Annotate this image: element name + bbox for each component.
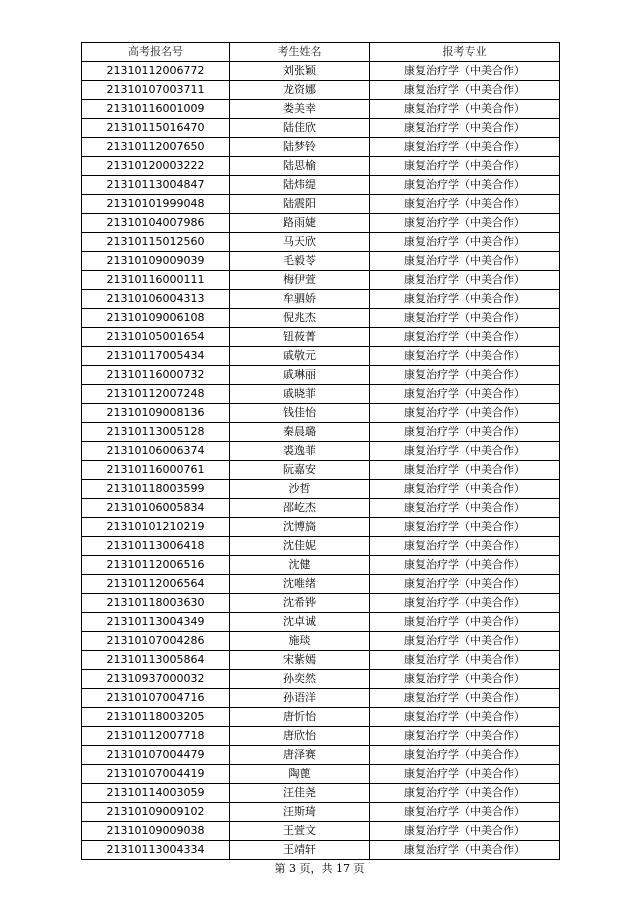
header-major: 报考专业 (370, 43, 560, 62)
major-cell: 康复治疗学（中美合作） (370, 632, 560, 651)
page-number-footer: 第 3 页，共 17 页 (274, 862, 365, 875)
student-name-cell: 戚琳丽 (230, 366, 370, 385)
student-name-cell: 沈希铧 (230, 594, 370, 613)
major-cell: 康复治疗学（中美合作） (370, 803, 560, 822)
registration-number-cell: 21310104007986 (82, 214, 230, 233)
student-name-cell: 沙哲 (230, 480, 370, 499)
major-cell: 康复治疗学（中美合作） (370, 518, 560, 537)
admission-table (81, 42, 560, 860)
major-cell: 康复治疗学（中美合作） (370, 537, 560, 556)
registration-number-cell: 21310112007248 (82, 385, 230, 404)
student-name-cell: 孙奕然 (230, 670, 370, 689)
major-cell: 康复治疗学（中美合作） (370, 613, 560, 632)
table-row (82, 309, 560, 328)
student-name-cell: 沈博旖 (230, 518, 370, 537)
table-row (82, 461, 560, 480)
table-row (82, 195, 560, 214)
student-name-cell: 陆炜缇 (230, 176, 370, 195)
major-cell: 康复治疗学（中美合作） (370, 556, 560, 575)
student-name-cell: 钱佳怡 (230, 404, 370, 423)
student-name-cell: 陆思榆 (230, 157, 370, 176)
registration-number-cell: 21310113005864 (82, 651, 230, 670)
registration-number-cell: 21310116000732 (82, 366, 230, 385)
major-cell: 康复治疗学（中美合作） (370, 214, 560, 233)
major-cell: 康复治疗学（中美合作） (370, 651, 560, 670)
student-name-cell: 戚晓菲 (230, 385, 370, 404)
table-row (82, 708, 560, 727)
major-cell: 康复治疗学（中美合作） (370, 81, 560, 100)
student-name-cell: 牟驷娇 (230, 290, 370, 309)
major-cell: 康复治疗学（中美合作） (370, 233, 560, 252)
major-cell: 康复治疗学（中美合作） (370, 727, 560, 746)
registration-number-cell: 21310115016470 (82, 119, 230, 138)
major-cell: 康复治疗学（中美合作） (370, 328, 560, 347)
student-name-cell: 唐泽赛 (230, 746, 370, 765)
registration-number-cell: 21310112007718 (82, 727, 230, 746)
table-row (82, 556, 560, 575)
table-row (82, 442, 560, 461)
student-name-cell: 陶蓖 (230, 765, 370, 784)
registration-number-cell: 21310115012560 (82, 233, 230, 252)
table-row (82, 822, 560, 841)
table-row (82, 233, 560, 252)
student-name-cell: 路雨婕 (230, 214, 370, 233)
student-name-cell: 裘逸菲 (230, 442, 370, 461)
major-cell: 康复治疗学（中美合作） (370, 480, 560, 499)
table-row (82, 480, 560, 499)
table-row (82, 404, 560, 423)
table-row (82, 613, 560, 632)
registration-number-cell: 21310109006108 (82, 309, 230, 328)
major-cell: 康复治疗学（中美合作） (370, 366, 560, 385)
student-name-cell: 邵屹杰 (230, 499, 370, 518)
student-name-cell: 唐欣怡 (230, 727, 370, 746)
registration-number-cell: 21310112007650 (82, 138, 230, 157)
table-row (82, 537, 560, 556)
registration-number-cell: 21310105001654 (82, 328, 230, 347)
registration-number-cell: 21310112006772 (82, 62, 230, 81)
major-cell: 康复治疗学（中美合作） (370, 271, 560, 290)
student-name-cell: 沈卓诚 (230, 613, 370, 632)
registration-number-cell: 21310112006516 (82, 556, 230, 575)
registration-number-cell: 21310101999048 (82, 195, 230, 214)
student-name-cell: 陆佳欣 (230, 119, 370, 138)
major-cell: 康复治疗学（中美合作） (370, 347, 560, 366)
registration-number-cell: 21310116001009 (82, 100, 230, 119)
student-name-cell: 陆梦铃 (230, 138, 370, 157)
registration-number-cell: 21310107004716 (82, 689, 230, 708)
registration-number-cell: 21310113004847 (82, 176, 230, 195)
registration-number-cell: 21310107004419 (82, 765, 230, 784)
registration-number-cell: 21310937000032 (82, 670, 230, 689)
table-row (82, 518, 560, 537)
registration-number-cell: 21310117005434 (82, 347, 230, 366)
student-name-cell: 施琰 (230, 632, 370, 651)
major-cell: 康复治疗学（中美合作） (370, 499, 560, 518)
registration-number-cell: 21310109009102 (82, 803, 230, 822)
table-row (82, 423, 560, 442)
table-row (82, 784, 560, 803)
major-cell: 康复治疗学（中美合作） (370, 385, 560, 404)
table-row (82, 499, 560, 518)
student-name-cell: 梅伊萱 (230, 271, 370, 290)
table-row (82, 765, 560, 784)
registration-number-cell: 21310113004334 (82, 841, 230, 860)
table-row (82, 214, 560, 233)
table-row (82, 100, 560, 119)
table-row (82, 803, 560, 822)
header-registration-number: 高考报名号 (82, 43, 230, 62)
header-student-name: 考生姓名 (230, 43, 370, 62)
registration-number-cell: 21310120003222 (82, 157, 230, 176)
table-row (82, 594, 560, 613)
student-name-cell: 马天欣 (230, 233, 370, 252)
major-cell: 康复治疗学（中美合作） (370, 157, 560, 176)
table-row (82, 670, 560, 689)
table-row (82, 290, 560, 309)
major-cell: 康复治疗学（中美合作） (370, 765, 560, 784)
student-name-cell: 汪佳尧 (230, 784, 370, 803)
registration-number-cell: 21310106004313 (82, 290, 230, 309)
major-cell: 康复治疗学（中美合作） (370, 708, 560, 727)
major-cell: 康复治疗学（中美合作） (370, 176, 560, 195)
major-cell: 康复治疗学（中美合作） (370, 309, 560, 328)
registration-number-cell: 21310106006374 (82, 442, 230, 461)
table-row (82, 271, 560, 290)
major-cell: 康复治疗学（中美合作） (370, 119, 560, 138)
student-name-cell: 汪斯琦 (230, 803, 370, 822)
registration-number-cell: 21310107004286 (82, 632, 230, 651)
table-row (82, 366, 560, 385)
table-body (82, 62, 560, 860)
major-cell: 康复治疗学（中美合作） (370, 841, 560, 860)
table-row (82, 385, 560, 404)
student-name-cell: 唐忻怡 (230, 708, 370, 727)
registration-number-cell: 21310109008136 (82, 404, 230, 423)
major-cell: 康复治疗学（中美合作） (370, 442, 560, 461)
student-name-cell: 倪兆杰 (230, 309, 370, 328)
registration-number-cell: 21310101210219 (82, 518, 230, 537)
registration-number-cell: 21310113006418 (82, 537, 230, 556)
student-name-cell: 王靖轩 (230, 841, 370, 860)
major-cell: 康复治疗学（中美合作） (370, 138, 560, 157)
registration-number-cell: 21310113005128 (82, 423, 230, 442)
registration-number-cell: 21310118003630 (82, 594, 230, 613)
major-cell: 康复治疗学（中美合作） (370, 784, 560, 803)
major-cell: 康复治疗学（中美合作） (370, 423, 560, 442)
student-name-cell: 沈健 (230, 556, 370, 575)
student-name-cell: 龙资娜 (230, 81, 370, 100)
table-row (82, 651, 560, 670)
registration-number-cell: 21310118003205 (82, 708, 230, 727)
major-cell: 康复治疗学（中美合作） (370, 575, 560, 594)
major-cell: 康复治疗学（中美合作） (370, 594, 560, 613)
table-row (82, 575, 560, 594)
student-name-cell: 陆震阳 (230, 195, 370, 214)
major-cell: 康复治疗学（中美合作） (370, 62, 560, 81)
student-name-cell: 戚敬元 (230, 347, 370, 366)
table-row (82, 347, 560, 366)
student-name-cell: 娄美幸 (230, 100, 370, 119)
registration-number-cell: 21310116000111 (82, 271, 230, 290)
major-cell: 康复治疗学（中美合作） (370, 461, 560, 480)
student-name-cell: 王萱文 (230, 822, 370, 841)
table-row (82, 632, 560, 651)
student-name-cell: 刘张颖 (230, 62, 370, 81)
table-row (82, 119, 560, 138)
registration-number-cell: 21310114003059 (82, 784, 230, 803)
registration-number-cell: 21310116000761 (82, 461, 230, 480)
student-name-cell: 钮莜菁 (230, 328, 370, 347)
major-cell: 康复治疗学（中美合作） (370, 195, 560, 214)
registration-number-cell: 21310107003711 (82, 81, 230, 100)
major-cell: 康复治疗学（中美合作） (370, 290, 560, 309)
registration-number-cell: 21310118003599 (82, 480, 230, 499)
student-name-cell: 沈唯绪 (230, 575, 370, 594)
table-row (82, 689, 560, 708)
table-row (82, 176, 560, 195)
major-cell: 康复治疗学（中美合作） (370, 252, 560, 271)
major-cell: 康复治疗学（中美合作） (370, 404, 560, 423)
table-header-row (82, 43, 560, 62)
major-cell: 康复治疗学（中美合作） (370, 822, 560, 841)
table-row (82, 62, 560, 81)
student-name-cell: 宋紫嫣 (230, 651, 370, 670)
table-row (82, 252, 560, 271)
registration-number-cell: 21310109009038 (82, 822, 230, 841)
registration-number-cell: 21310113004349 (82, 613, 230, 632)
table-row (82, 746, 560, 765)
table-row (82, 841, 560, 860)
major-cell: 康复治疗学（中美合作） (370, 689, 560, 708)
table-row (82, 157, 560, 176)
major-cell: 康复治疗学（中美合作） (370, 670, 560, 689)
major-cell: 康复治疗学（中美合作） (370, 100, 560, 119)
registration-number-cell: 21310109009039 (82, 252, 230, 271)
table-row (82, 138, 560, 157)
student-name-cell: 沈佳妮 (230, 537, 370, 556)
registration-number-cell: 21310107004479 (82, 746, 230, 765)
student-name-cell: 阮嘉安 (230, 461, 370, 480)
registration-number-cell: 21310106005834 (82, 499, 230, 518)
registration-number-cell: 21310112006564 (82, 575, 230, 594)
table-row (82, 81, 560, 100)
student-name-cell: 孙语洋 (230, 689, 370, 708)
student-name-cell: 秦晨璐 (230, 423, 370, 442)
student-name-cell: 毛毅苓 (230, 252, 370, 271)
table-row (82, 727, 560, 746)
table-row (82, 328, 560, 347)
major-cell: 康复治疗学（中美合作） (370, 746, 560, 765)
